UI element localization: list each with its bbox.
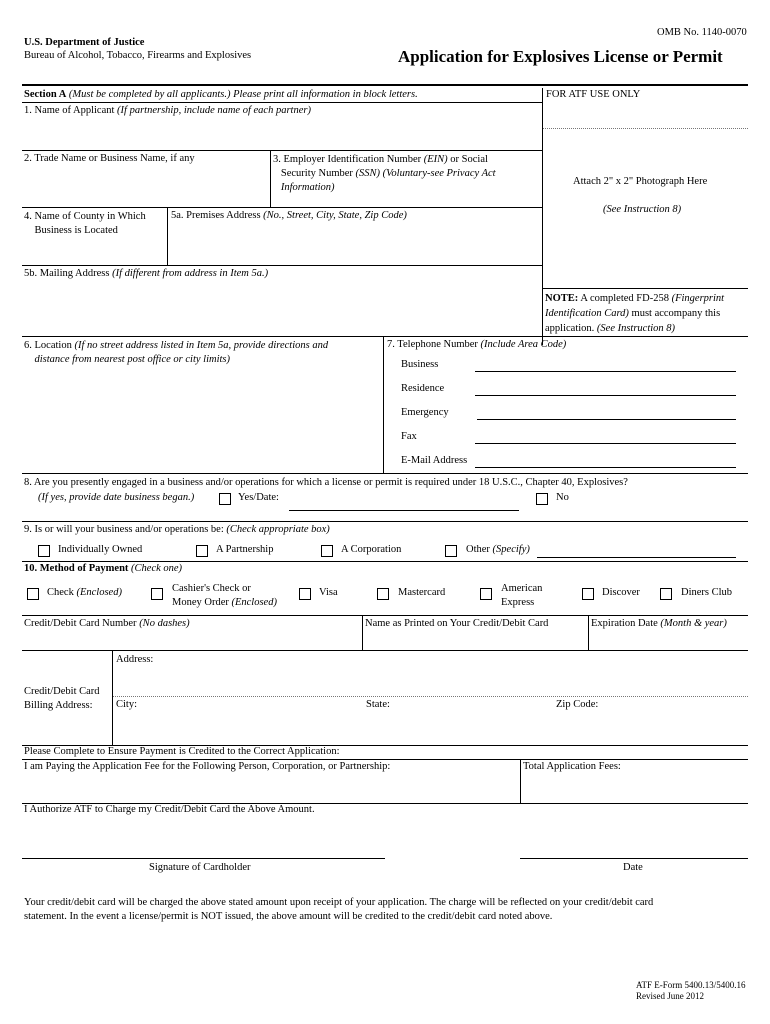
- email-field[interactable]: [475, 467, 736, 468]
- partnership-checkbox[interactable]: [196, 545, 208, 557]
- revised-date: Revised June 2012: [636, 991, 704, 1001]
- card-info-rule: [22, 650, 748, 651]
- disclaimer-line-2: statement. In the event a license/permit is NOT issued, the above amount will be credited to the credit/debit card noted above.: [24, 911, 553, 922]
- signature-line[interactable]: [22, 858, 385, 859]
- card-divider-1: [362, 615, 363, 650]
- pay-discover-checkbox[interactable]: [582, 588, 594, 600]
- paying-for-label: I am Paying the Application Fee for the Following Person, Corporation, or Partnership:: [24, 761, 391, 772]
- note-top-rule: [543, 288, 748, 289]
- fingerprint-note: NOTE: A completed FD-258 (Fingerprint Identification Card) must accompany this application. (See Instruction 8): [545, 293, 725, 334]
- bureau-name: Bureau of Alcohol, Tobacco, Firearms and Explosives: [24, 50, 252, 61]
- other-label: Other (Specify): [466, 544, 530, 555]
- card-number-label: Credit/Debit Card Number (No dashes): [24, 618, 190, 629]
- item-9-rule: [22, 561, 748, 562]
- individually-owned-label: Individually Owned: [58, 544, 143, 555]
- corporation-checkbox[interactable]: [321, 545, 333, 557]
- complete-rule: [22, 759, 748, 760]
- pay-cashier-label: Cashier's Check or Money Order (Enclosed): [172, 583, 277, 608]
- pay-discover-label: Discover: [602, 587, 640, 598]
- location-field[interactable]: [24, 370, 379, 470]
- other-checkbox[interactable]: [445, 545, 457, 557]
- individually-owned-checkbox[interactable]: [38, 545, 50, 557]
- form-number: ATF E-Form 5400.13/5400.16: [636, 980, 746, 990]
- partnership-label: A Partnership: [216, 544, 274, 555]
- item-5a-label: 5a. Premises Address (No., Street, City, State, Zip Code): [171, 210, 407, 221]
- pay-visa-label: Visa: [319, 587, 338, 598]
- card-name-field[interactable]: [365, 633, 585, 649]
- card-divider-2: [588, 615, 589, 650]
- atf-use-only: FOR ATF USE ONLY: [546, 89, 641, 100]
- address-label: Address:: [116, 654, 154, 665]
- phone-business-label: Business: [401, 359, 439, 370]
- pay-diners-label: Diners Club: [681, 587, 733, 598]
- photo-instruction: (See Instruction 8): [603, 204, 682, 215]
- item-8-question: 8. Are you presently engaged in a business and/or operations for which a license or permit is required under 18 U.S.C., Chapter 40, Explosives?: [24, 477, 628, 488]
- mailing-address-field[interactable]: [24, 284, 539, 334]
- pay-amex-label: American Express: [501, 583, 543, 608]
- city-field[interactable]: [142, 699, 357, 739]
- item-8-date-field[interactable]: [289, 510, 519, 511]
- item-4-5a-divider: [167, 207, 168, 265]
- item-8-yes-checkbox[interactable]: [219, 493, 231, 505]
- pay-check-checkbox[interactable]: [27, 588, 39, 600]
- item-4-label: 4. Name of County in Which Business is Located: [24, 211, 146, 236]
- item-8-yes-label: Yes/Date:: [238, 492, 279, 503]
- department-name: U.S. Department of Justice: [24, 37, 145, 48]
- item-3-rule: [22, 207, 542, 208]
- item-8-note: (If yes, provide date business began.): [38, 492, 195, 503]
- billing-address-field[interactable]: [160, 654, 745, 692]
- item-8-rule: [22, 521, 748, 522]
- total-fees-divider: [520, 759, 521, 803]
- pay-diners-checkbox[interactable]: [660, 588, 672, 600]
- city-label: City:: [116, 699, 138, 710]
- item-5b-rule: [22, 336, 748, 337]
- item-7-rule: [22, 473, 748, 474]
- phone-residence-field[interactable]: [475, 395, 736, 396]
- item-3-label: 3. Employer Identification Number (EIN) or Social Security Number (SSN) (Voluntary-see Privacy Act Information): [273, 154, 496, 193]
- email-label: E-Mail Address: [401, 455, 468, 466]
- phone-fax-label: Fax: [401, 431, 417, 442]
- phone-business-field[interactable]: [475, 371, 736, 372]
- section-a-rule: [22, 102, 542, 103]
- item-2-3-divider: [270, 150, 271, 207]
- trade-name-field[interactable]: [24, 170, 266, 205]
- item-8-no-checkbox[interactable]: [536, 493, 548, 505]
- atf-use-rule: [543, 128, 748, 129]
- payment-rule: [22, 615, 748, 616]
- applicant-name-field[interactable]: [24, 120, 539, 148]
- zip-label: Zip Code:: [556, 699, 599, 710]
- paying-for-field[interactable]: [24, 776, 516, 802]
- photo-label: Attach 2" x 2" Photograph Here: [573, 176, 708, 187]
- pay-amex-checkbox[interactable]: [480, 588, 492, 600]
- date-line[interactable]: [520, 858, 748, 859]
- state-field[interactable]: [396, 699, 546, 739]
- item-9-question: 9. Is or will your business and/or operations be: (Check appropriate box): [24, 524, 330, 535]
- authorize-statement: I Authorize ATF to Charge my Credit/Debit Card the Above Amount.: [24, 804, 315, 815]
- item-1-label: 1. Name of Applicant (If partnership, include name of each partner): [24, 105, 311, 116]
- phone-residence-label: Residence: [401, 383, 445, 394]
- atf-column-divider: [542, 88, 543, 345]
- phone-emergency-field[interactable]: [477, 419, 736, 420]
- state-label: State:: [366, 699, 390, 710]
- item-6-7-divider: [383, 336, 384, 473]
- signature-label: Signature of Cardholder: [149, 862, 251, 873]
- pay-mastercard-checkbox[interactable]: [377, 588, 389, 600]
- item-7-label: 7. Telephone Number (Include Area Code): [387, 339, 567, 350]
- header-rule: [22, 84, 748, 86]
- pay-mastercard-label: Mastercard: [398, 587, 446, 598]
- item-2-label: 2. Trade Name or Business Name, if any: [24, 153, 195, 164]
- pay-cashier-checkbox[interactable]: [151, 588, 163, 600]
- billing-label: Credit/Debit Card Billing Address:: [24, 686, 100, 711]
- item-10-heading: 10. Method of Payment (Check one): [24, 563, 183, 574]
- item-5b-label: 5b. Mailing Address (If different from address in Item 5a.): [24, 268, 269, 279]
- omb-number: OMB No. 1140-0070: [657, 27, 747, 38]
- other-specify-field[interactable]: [537, 557, 736, 558]
- total-fees-field[interactable]: [523, 776, 745, 802]
- disclaimer-line-1: Your credit/debit card will be charged the above stated amount upon receipt of your application. The charge will be reflected on your credit/debit card: [24, 897, 654, 908]
- expiration-label: Expiration Date (Month & year): [591, 618, 727, 629]
- item-5a-rule: [22, 265, 542, 266]
- complete-instruction: Please Complete to Ensure Payment is Credited to the Correct Application:: [24, 746, 340, 757]
- billing-dotted-rule: [113, 696, 748, 697]
- total-fees-label: Total Application Fees:: [523, 761, 621, 772]
- date-label: Date: [623, 862, 643, 873]
- phone-fax-field[interactable]: [475, 443, 736, 444]
- premises-address-field[interactable]: [171, 226, 539, 263]
- item-6-label: 6. Location (If no street address listed in Item 5a, provide directions and distance from nearest post office or city limits): [24, 340, 329, 365]
- pay-check-label: Check (Enclosed): [47, 587, 122, 598]
- corporation-label: A Corporation: [341, 544, 402, 555]
- card-number-field[interactable]: [24, 633, 358, 649]
- item-1-rule: [22, 150, 542, 151]
- expiration-field[interactable]: [591, 633, 746, 649]
- billing-divider: [112, 650, 113, 745]
- card-name-label: Name as Printed on Your Credit/Debit Card: [365, 618, 549, 629]
- form-title: Application for Explosives License or Permit: [398, 47, 723, 66]
- section-a-heading: Section A (Must be completed by all applicants.) Please print all information in block letters.: [24, 89, 418, 100]
- item-8-no-label: No: [556, 492, 569, 503]
- phone-emergency-label: Emergency: [401, 407, 449, 418]
- zip-field[interactable]: [604, 699, 744, 739]
- pay-visa-checkbox[interactable]: [299, 588, 311, 600]
